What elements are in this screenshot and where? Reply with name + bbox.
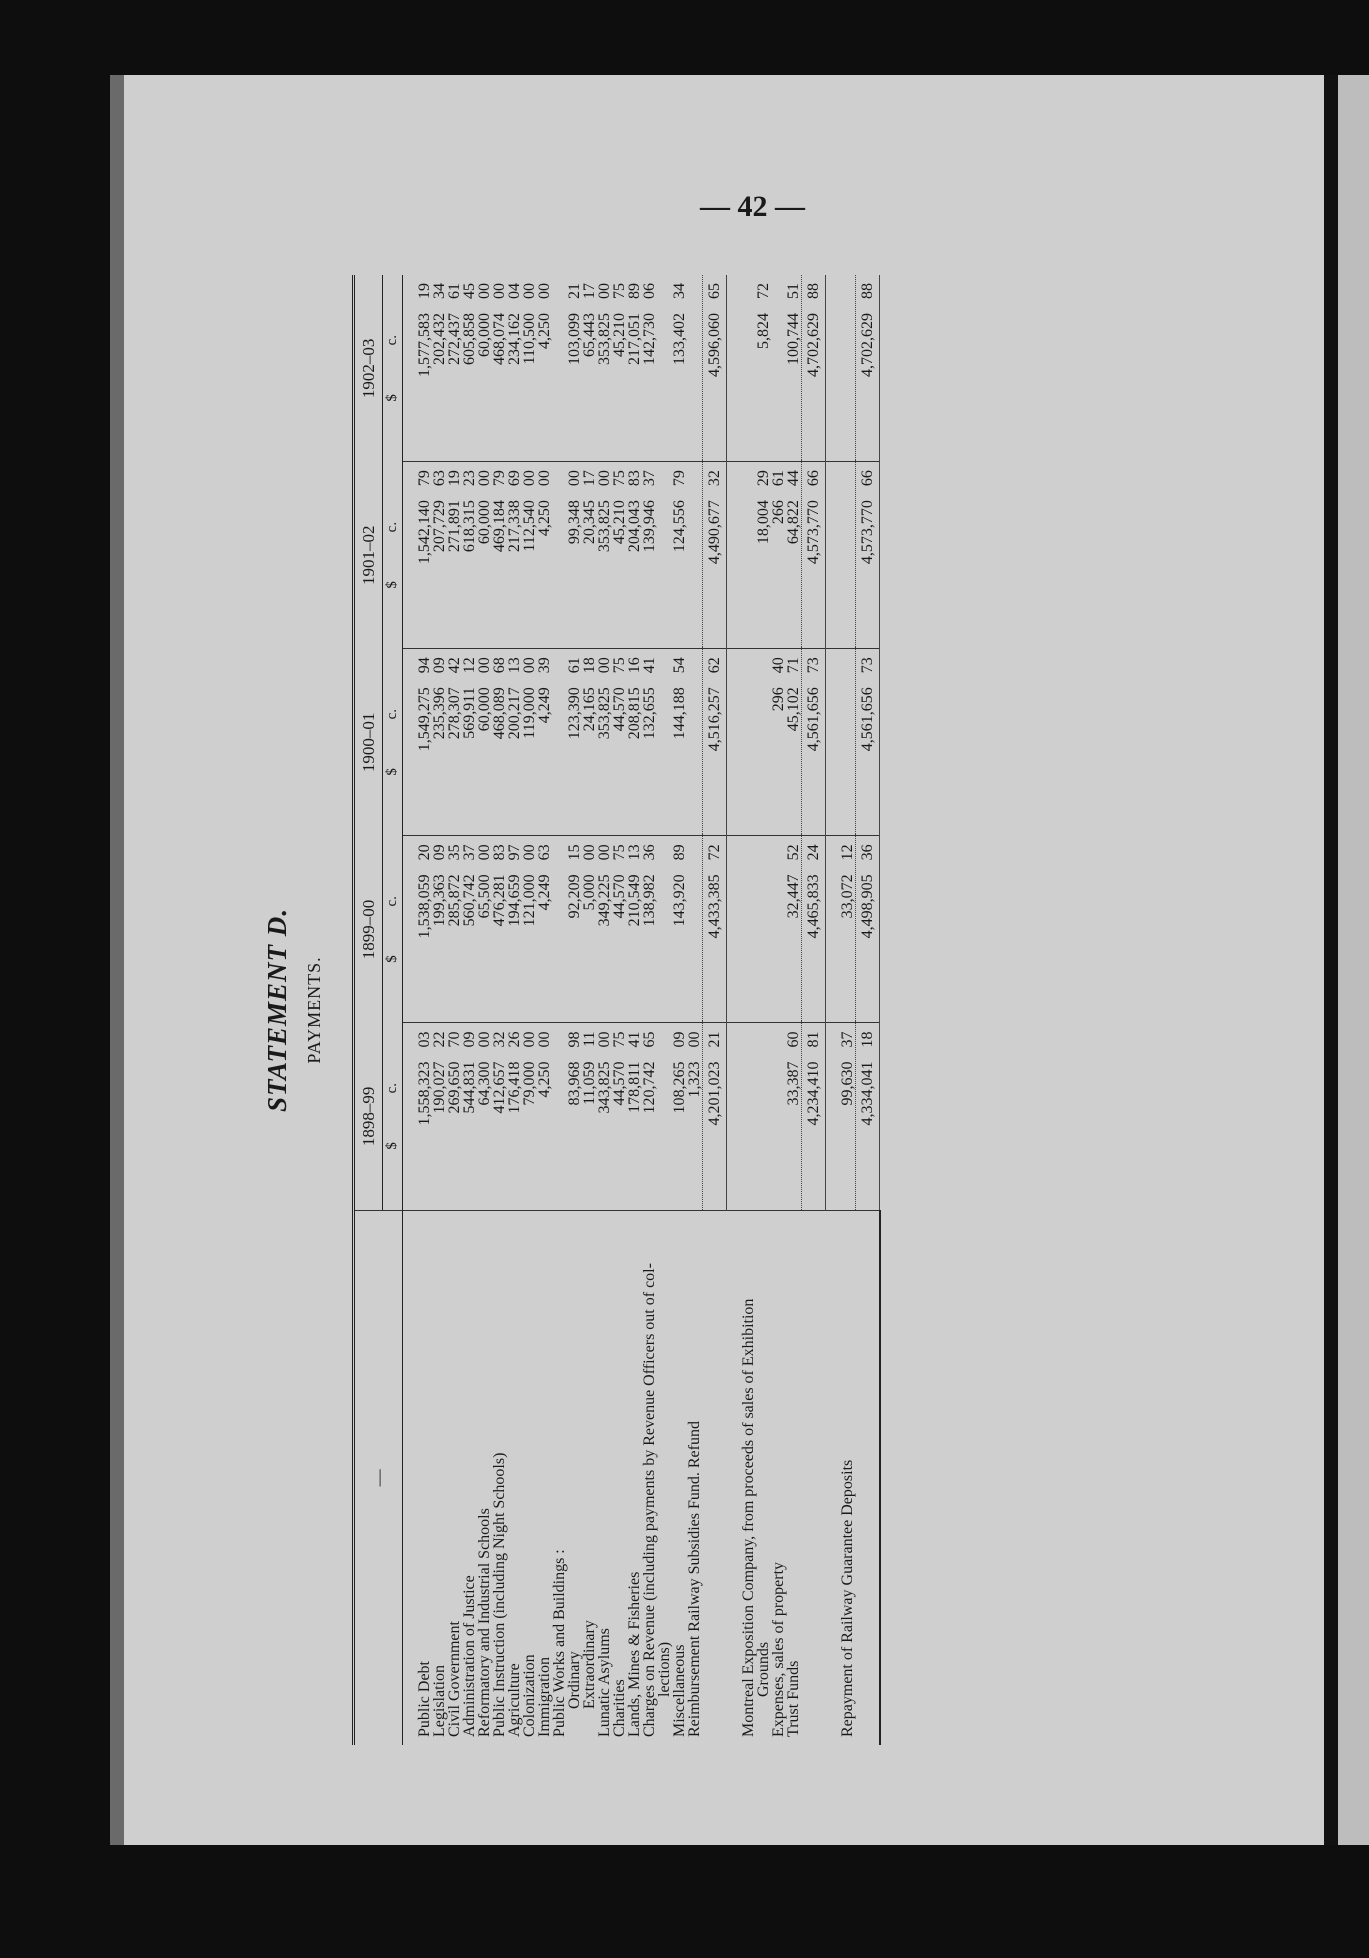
row-label: Legislation [431, 1665, 448, 1737]
amount-cell [840, 462, 856, 649]
row-label [703, 1210, 727, 1745]
amount-cell: 60,000 00 [477, 462, 492, 649]
amount-cell: 64,822 44 [786, 462, 802, 649]
table-row [672, 275, 687, 1745]
amount-cell [403, 275, 418, 462]
table-row [756, 275, 771, 1745]
spacer-row [826, 275, 841, 1745]
amount-cell: 32,447 52 [786, 836, 802, 1023]
amount-cell: 199,363 09 [432, 836, 447, 1023]
amount-cell: 4,702,629 88 [802, 275, 826, 462]
amount-cell [727, 836, 742, 1023]
payments-table [352, 275, 881, 1745]
row-label: Grounds [755, 1641, 772, 1697]
table-row [507, 275, 522, 1745]
amount-cell [727, 649, 742, 836]
amount-cell: 296 40 [771, 649, 786, 836]
amount-cell: 207,729 63 [432, 462, 447, 649]
spacer-row [727, 275, 742, 1745]
unit-header: $ c. [383, 462, 403, 649]
amount-cell: 4,490,677 32 [703, 462, 727, 649]
statement-subtitle: PAYMENTS. [304, 956, 324, 1064]
amount-cell [741, 462, 756, 649]
amount-cell: 123,390 61 [567, 649, 582, 836]
table-row [597, 275, 612, 1745]
amount-cell: 4,433,385 72 [703, 836, 727, 1023]
amount-cell: 4,249 63 [537, 836, 552, 1023]
row-label: Reformatory and Industrial Schools [476, 1508, 493, 1737]
amount-cell: 45,210 75 [612, 462, 627, 649]
table-row [771, 275, 786, 1745]
amount-cell: 45,210 75 [612, 275, 627, 462]
table-row [522, 275, 537, 1745]
amount-cell [741, 836, 756, 1023]
row-label: Miscellaneous [671, 1644, 688, 1737]
amount-cell: 4,334,041 18 [856, 1023, 880, 1210]
table-row [612, 275, 627, 1745]
amount-cell: 476,281 83 [492, 836, 507, 1023]
table-row [432, 275, 447, 1745]
row-label: Lunatic Asylums [596, 1628, 613, 1737]
amount-cell: 5,000 00 [582, 836, 597, 1023]
page-gutter [1324, 75, 1338, 1845]
amount-cell: 353,825 00 [597, 275, 612, 462]
table-row [552, 275, 567, 1745]
amount-cell: 64,300 00 [477, 1023, 492, 1210]
railway-row [840, 275, 856, 1745]
amount-cell [741, 1023, 756, 1210]
amount-cell: 92,209 15 [567, 836, 582, 1023]
amount-cell: 343,825 00 [597, 1023, 612, 1210]
grand-total-row [856, 275, 880, 1745]
table-row [741, 275, 756, 1745]
amount-cell: 112,540 00 [522, 462, 537, 649]
amount-cell [687, 275, 703, 462]
amount-cell: 108,265 09 [672, 1023, 687, 1210]
amount-cell [552, 1023, 567, 1210]
amount-cell [826, 1023, 841, 1210]
amount-cell: 142,730 06 [642, 275, 657, 462]
amount-cell [657, 836, 672, 1023]
amount-cell: 5,824 72 [756, 275, 771, 462]
amount-cell [552, 836, 567, 1023]
amount-cell [727, 462, 742, 649]
amount-cell: 469,184 79 [492, 462, 507, 649]
row-label: Public Instruction (including Night Schools) [491, 1452, 508, 1737]
table-row [687, 275, 703, 1745]
amount-cell [552, 275, 567, 462]
table-row [462, 275, 477, 1745]
amount-cell: 618,315 23 [462, 462, 477, 649]
amount-cell [727, 1023, 742, 1210]
table-row [642, 275, 657, 1745]
amount-cell: 65,443 17 [582, 275, 597, 462]
amount-cell: 210,549 13 [627, 836, 642, 1023]
amount-cell: 1,577,583 19 [417, 275, 432, 462]
amount-cell [657, 649, 672, 836]
amount-cell [771, 275, 786, 462]
amount-cell: 110,500 00 [522, 275, 537, 462]
year-header: 1900–01 [354, 649, 383, 836]
row-label: Trust Funds [785, 1660, 803, 1737]
amount-cell [826, 836, 841, 1023]
amount-cell: 121,000 00 [522, 836, 537, 1023]
row-label: Colonization [521, 1654, 538, 1737]
row-label: Lands, Mines & Fisheries [626, 1571, 643, 1737]
amount-cell: 266 61 [771, 462, 786, 649]
row-label [826, 1210, 841, 1745]
amount-cell: 217,338 69 [507, 462, 522, 649]
table-row [477, 275, 492, 1745]
table-row [567, 275, 582, 1745]
amount-cell: 4,249 39 [537, 649, 552, 836]
row-label: Ordinary [566, 1651, 583, 1709]
amount-cell: 269,650 70 [447, 1023, 462, 1210]
amount-cell: 100,744 51 [786, 275, 802, 462]
amount-cell [552, 462, 567, 649]
amount-cell [771, 1023, 786, 1210]
table-row [537, 275, 552, 1745]
amount-cell: 176,418 26 [507, 1023, 522, 1210]
amount-cell: 349,225 00 [597, 836, 612, 1023]
amount-cell: 235,396 09 [432, 649, 447, 836]
amount-cell [687, 836, 703, 1023]
row-label [727, 1210, 742, 1745]
year-header: 1901–02 [354, 462, 383, 649]
amount-cell: 60,000 00 [477, 649, 492, 836]
amount-cell: 560,742 37 [462, 836, 477, 1023]
amount-cell: 99,630 37 [840, 1023, 856, 1210]
amount-cell: 194,659 97 [507, 836, 522, 1023]
amount-cell: 4,596,060 65 [703, 275, 727, 462]
amount-cell: 278,307 42 [447, 649, 462, 836]
table-row [492, 275, 507, 1745]
amount-cell [727, 275, 742, 462]
amount-cell: 133,402 34 [672, 275, 687, 462]
amount-cell: 178,811 41 [627, 1023, 642, 1210]
amount-cell: 143,920 89 [672, 836, 687, 1023]
row-label: Repayment of Railway Guarantee Deposits [839, 1459, 857, 1737]
row-label [802, 1210, 826, 1745]
amount-cell: 44,570 75 [612, 836, 627, 1023]
row-label: Administration of Justice [461, 1575, 478, 1737]
amount-cell [741, 275, 756, 462]
amount-cell: 1,558,323 03 [417, 1023, 432, 1210]
amount-cell: 44,570 75 [612, 1023, 627, 1210]
amount-cell: 1,538,059 20 [417, 836, 432, 1023]
amount-cell [403, 462, 418, 649]
amount-cell: 1,542,140 79 [417, 462, 432, 649]
amount-cell: 569,911 12 [462, 649, 477, 836]
amount-cell: 65,500 00 [477, 836, 492, 1023]
amount-cell: 124,556 79 [672, 462, 687, 649]
row-label: Immigration [536, 1657, 553, 1737]
amount-cell [403, 1023, 418, 1210]
amount-cell: 4,201,023 21 [703, 1023, 727, 1210]
amount-cell: 60,000 00 [477, 275, 492, 462]
amount-cell: 132,655 41 [642, 649, 657, 836]
amount-cell: 4,250 00 [537, 1023, 552, 1210]
unit-header: $ c. [383, 1023, 403, 1210]
amount-cell [840, 275, 856, 462]
amount-cell: 4,250 00 [537, 462, 552, 649]
amount-cell [552, 649, 567, 836]
amount-cell: 605,858 45 [462, 275, 477, 462]
amount-cell: 353,825 00 [597, 649, 612, 836]
amount-cell [657, 1023, 672, 1210]
amount-cell: 4,250 00 [537, 275, 552, 462]
amount-cell: 217,051 89 [627, 275, 642, 462]
amount-cell [840, 649, 856, 836]
subtotal-row [703, 275, 727, 1745]
year-header: 1899–00 [354, 836, 383, 1023]
amount-cell [657, 462, 672, 649]
amount-cell: 468,074 00 [492, 275, 507, 462]
table-row [627, 275, 642, 1745]
amount-cell: 202,432 34 [432, 275, 447, 462]
amount-cell: 79,000 00 [522, 1023, 537, 1210]
row-label: Charges on Revenue (including payments by Revenue Officers out of col- [641, 1263, 658, 1737]
amount-cell: 4,516,257 62 [703, 649, 727, 836]
row-label: Reimbursement Railway Subsidies Fund. Refund [686, 1421, 704, 1737]
row-label: lections) [656, 1641, 673, 1697]
amount-cell: 4,465,833 24 [802, 836, 826, 1023]
row-label [403, 1210, 418, 1745]
table-row [657, 275, 672, 1745]
amount-cell: 468,089 68 [492, 649, 507, 836]
page-number: — 42 — [700, 190, 805, 223]
book-spine [110, 75, 124, 1845]
rotated-statement [242, 275, 1242, 1745]
amount-cell: 208,815 16 [627, 649, 642, 836]
amount-cell: 83,968 98 [567, 1023, 582, 1210]
amount-cell: 24,165 18 [582, 649, 597, 836]
table-row [417, 275, 432, 1745]
amount-cell [657, 275, 672, 462]
year-header: 1898–99 [354, 1023, 383, 1210]
unit-header: $ c. [383, 836, 403, 1023]
amount-cell [756, 836, 771, 1023]
amount-cell: 234,162 04 [507, 275, 522, 462]
amount-cell: 271,891 19 [447, 462, 462, 649]
amount-cell [756, 1023, 771, 1210]
spacer-row [403, 275, 418, 1745]
amount-cell [403, 836, 418, 1023]
row-label: Montreal Exposition Company, from proceeds of sales of Exhibition [740, 1298, 757, 1737]
amount-cell: 544,831 09 [462, 1023, 477, 1210]
amount-cell: 412,657 32 [492, 1023, 507, 1210]
amount-cell: 204,043 83 [627, 462, 642, 649]
row-label: Public Debt [416, 1661, 433, 1737]
amount-cell: 138,982 36 [642, 836, 657, 1023]
amount-cell: 353,825 00 [597, 462, 612, 649]
row-label: Extraordinary [581, 1620, 598, 1709]
amount-cell: 120,742 65 [642, 1023, 657, 1210]
amount-cell [771, 836, 786, 1023]
amount-cell: 45,102 71 [786, 649, 802, 836]
row-label: Charities [611, 1679, 628, 1737]
amount-cell: 4,573,770 66 [856, 462, 880, 649]
amount-cell: 1,323 00 [687, 1023, 703, 1210]
amount-cell: 200,217 13 [507, 649, 522, 836]
table-row [582, 275, 597, 1745]
amount-cell: 1,549,275 94 [417, 649, 432, 836]
amount-cell: 144,188 54 [672, 649, 687, 836]
amount-cell: 139,946 37 [642, 462, 657, 649]
amount-cell [826, 649, 841, 836]
amount-cell: 4,234,410 81 [802, 1023, 826, 1210]
amount-cell [687, 462, 703, 649]
amount-cell: 33,387 60 [786, 1023, 802, 1210]
amount-cell: 190,027 22 [432, 1023, 447, 1210]
row-label: Agriculture [506, 1663, 523, 1737]
amount-cell [741, 649, 756, 836]
amount-cell: 272,437 61 [447, 275, 462, 462]
row-label: Expenses, sales of property [770, 1561, 787, 1737]
amount-cell: 44,570 75 [612, 649, 627, 836]
amount-cell: 99,348 00 [567, 462, 582, 649]
unit-header: $ c. [383, 649, 403, 836]
year-header: 1902–03 [354, 275, 383, 462]
amount-cell: 4,573,770 66 [802, 462, 826, 649]
amount-cell: 11,059 11 [582, 1023, 597, 1210]
amount-cell: 103,099 21 [567, 275, 582, 462]
amount-cell [403, 649, 418, 836]
amount-cell [687, 649, 703, 836]
amount-cell: 4,561,656 73 [802, 649, 826, 836]
row-label: Public Works and Buildings : [551, 1549, 568, 1737]
amount-cell [826, 275, 841, 462]
amount-cell: 4,498,905 36 [856, 836, 880, 1023]
row-label [856, 1210, 880, 1745]
amount-cell [756, 649, 771, 836]
amount-cell: 18,004 29 [756, 462, 771, 649]
header-blank-cell: — [354, 1210, 403, 1745]
table-row [447, 275, 462, 1745]
statement-title: STATEMENT D. [262, 907, 292, 1113]
amount-cell: 20,345 17 [582, 462, 597, 649]
row-label: Civil Government [446, 1621, 463, 1737]
amount-cell: 33,072 12 [840, 836, 856, 1023]
amount-cell: 4,561,656 73 [856, 649, 880, 836]
amount-cell: 119,000 00 [522, 649, 537, 836]
next-page-edge [1338, 75, 1369, 1845]
amount-cell: 285,872 35 [447, 836, 462, 1023]
table-row [786, 275, 802, 1745]
amount-cell [826, 462, 841, 649]
total-row [802, 275, 826, 1745]
unit-header: $ c. [383, 275, 403, 462]
amount-cell: 4,702,629 88 [856, 275, 880, 462]
